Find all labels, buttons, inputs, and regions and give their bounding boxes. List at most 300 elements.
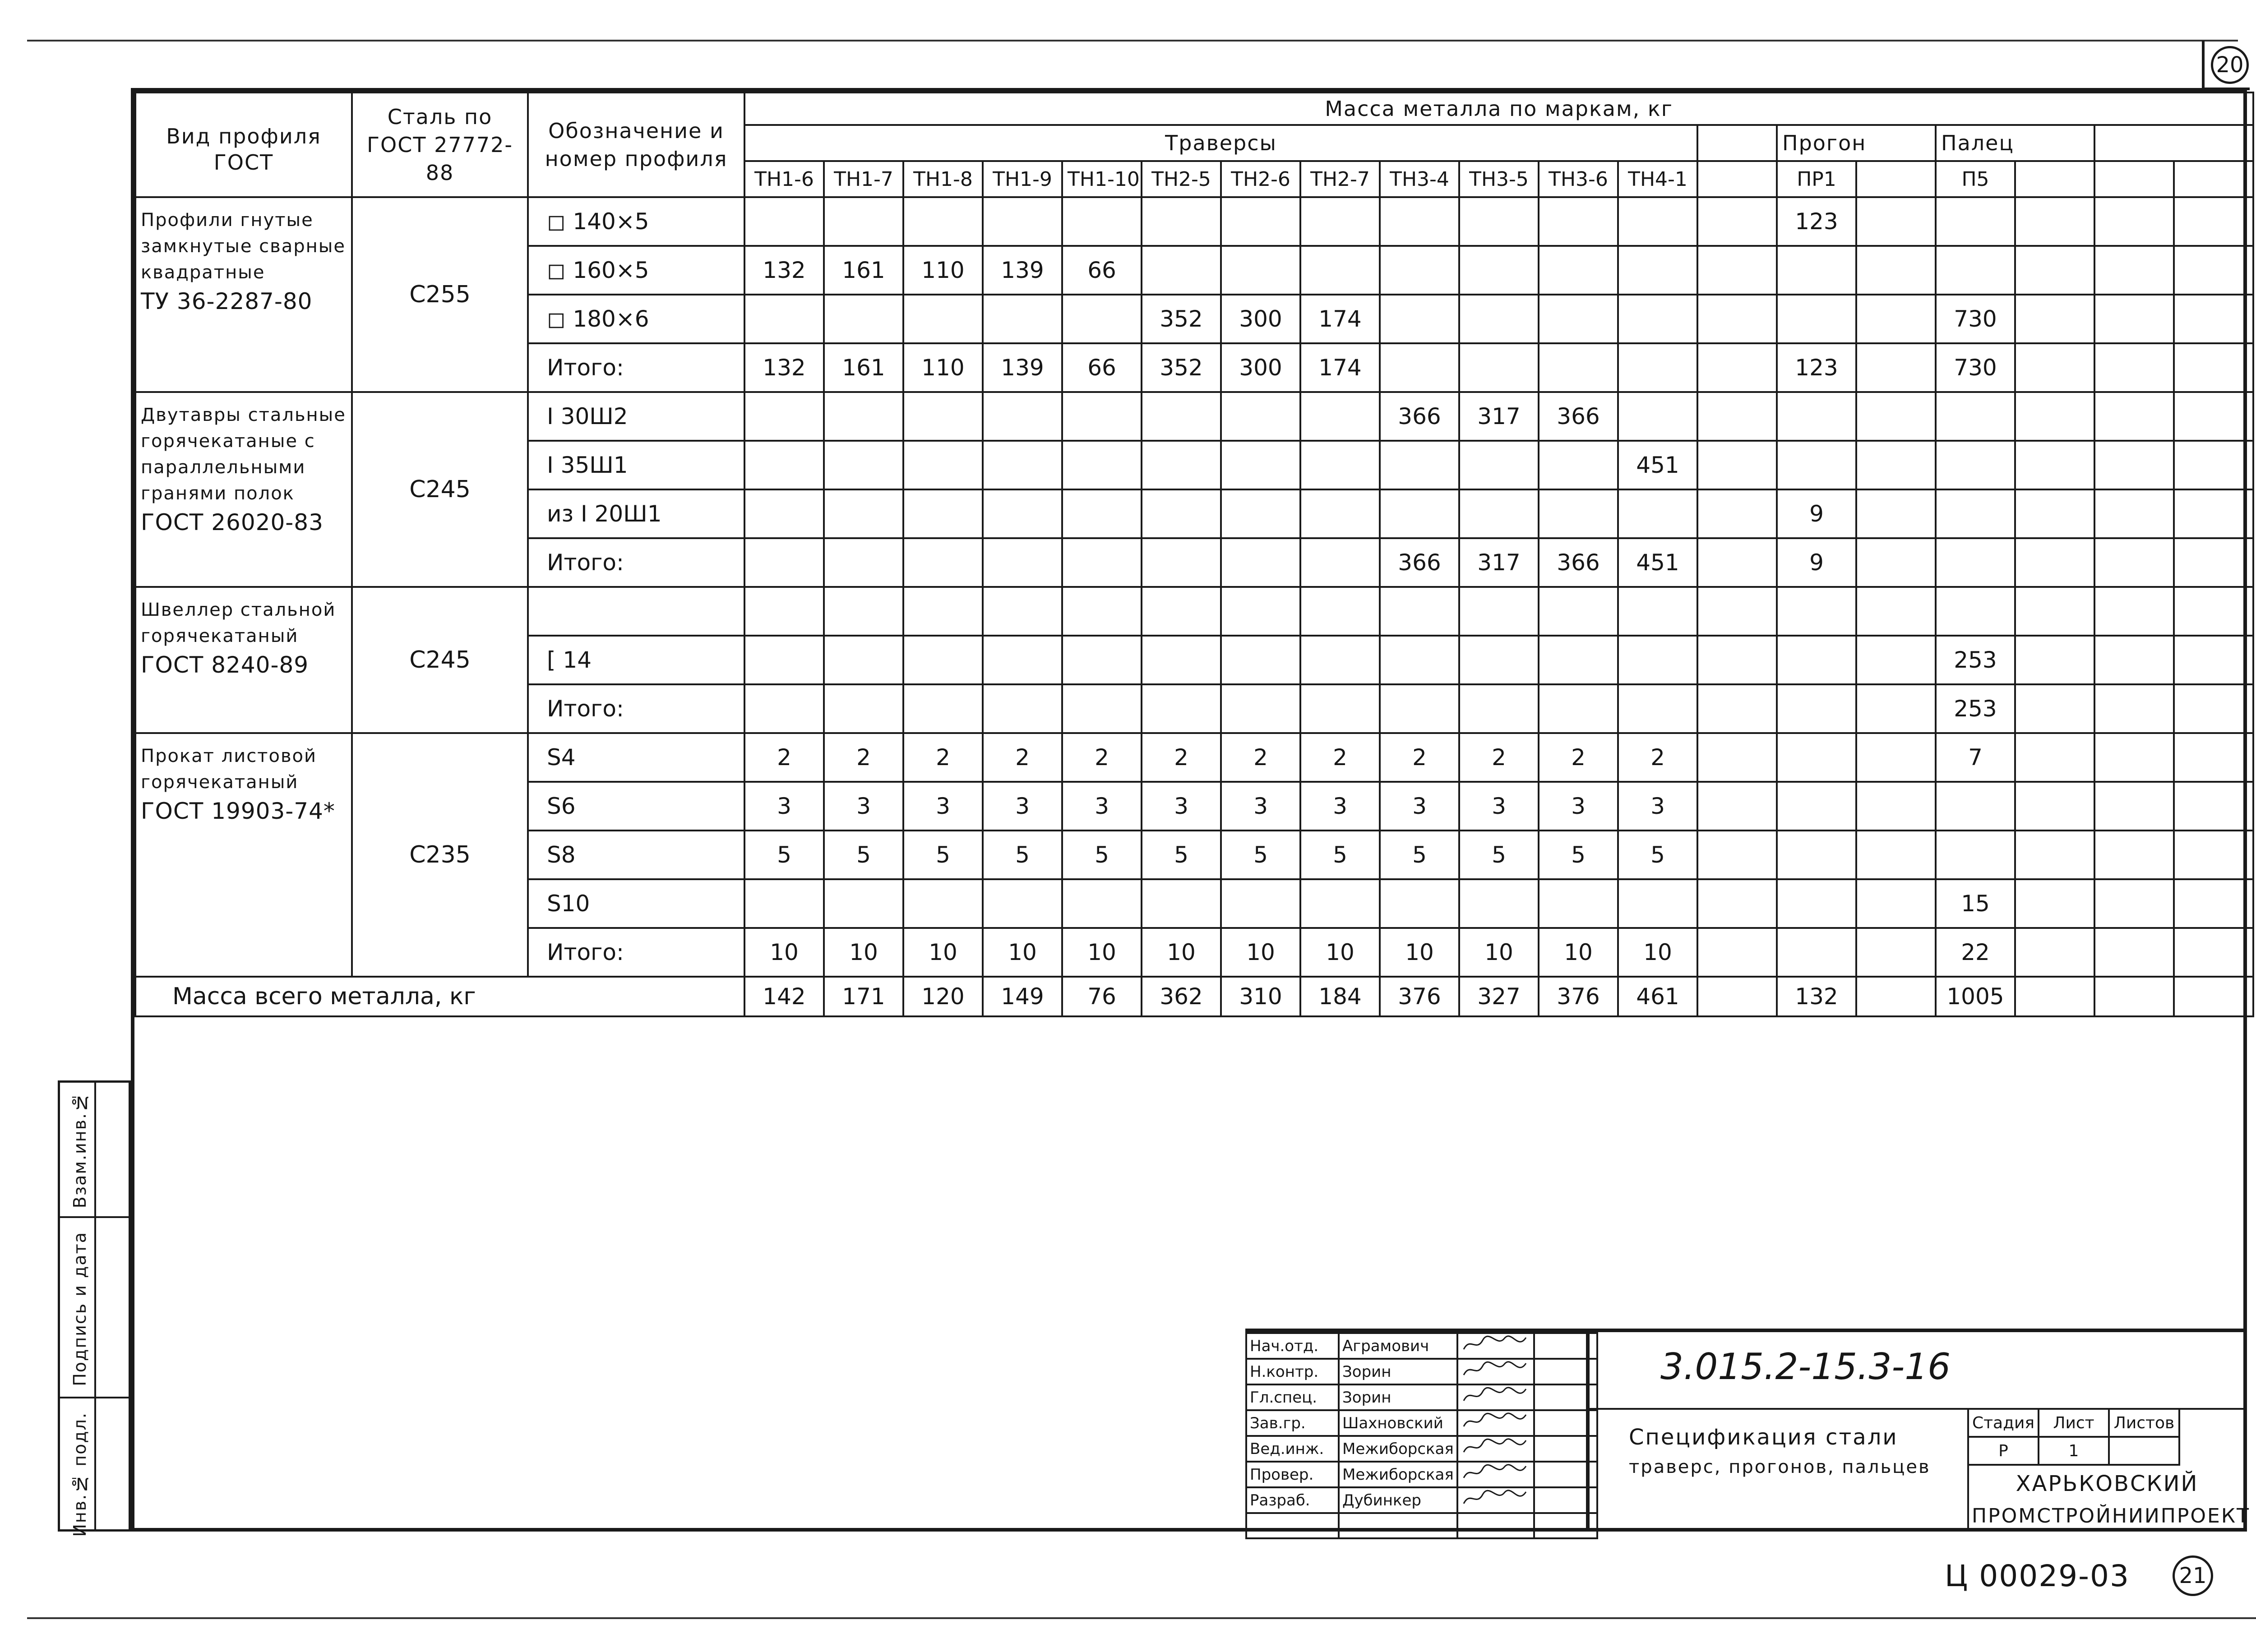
total-value	[1697, 977, 1777, 1016]
mass-value: 2	[1221, 733, 1300, 782]
mass-value	[2094, 343, 2174, 392]
mass-value	[2174, 392, 2253, 441]
role-label: Провер.	[1246, 1462, 1339, 1487]
mass-value	[1300, 246, 1380, 295]
mass-value	[1856, 587, 1936, 636]
mass-value: 366	[1380, 392, 1459, 441]
mass-value	[1856, 879, 1936, 928]
mass-value	[1777, 684, 1856, 733]
person-name: Межиборская	[1339, 1436, 1457, 1462]
mass-value: 5	[744, 831, 824, 879]
mass-value: 10	[1539, 928, 1618, 977]
mass-value	[1459, 684, 1539, 733]
mass-value	[2174, 246, 2253, 295]
mass-value: 5	[824, 831, 903, 879]
mass-value: 5	[1142, 831, 1221, 879]
mass-value	[1697, 636, 1777, 684]
person-name: Аграмович	[1339, 1333, 1457, 1359]
mark-header: ТН1-7	[824, 161, 903, 197]
signature-mark	[1457, 1333, 1534, 1359]
total-value: 376	[1539, 977, 1618, 1016]
mass-value	[1459, 246, 1539, 295]
mass-value: 7	[1936, 733, 2015, 782]
mass-value	[1777, 295, 1856, 343]
profile-designation: S4	[528, 733, 744, 782]
mass-value: 2	[983, 733, 1062, 782]
mass-value	[2094, 197, 2174, 246]
mass-value	[2015, 684, 2094, 733]
profile-designation: Итого:	[528, 343, 744, 392]
mass-value	[1856, 684, 1936, 733]
mass-value: 174	[1300, 343, 1380, 392]
profile-standard: ГОСТ 8240-89	[141, 652, 309, 678]
mark-header	[2015, 161, 2094, 197]
mass-value	[1936, 246, 2015, 295]
role-label: Гл.спец.	[1246, 1384, 1339, 1410]
mass-value	[1618, 343, 1697, 392]
mass-value	[1539, 295, 1618, 343]
person-name: Дубинкер	[1339, 1487, 1457, 1513]
empty-cell	[1457, 1513, 1534, 1538]
mass-value: 3	[1221, 782, 1300, 831]
mass-value: 132	[744, 343, 824, 392]
mass-value: 3	[1300, 782, 1380, 831]
mass-value	[1539, 636, 1618, 684]
left-margin-stamp	[58, 1080, 131, 1537]
mass-value: 9	[1777, 489, 1856, 538]
mass-value: 253	[1936, 636, 2015, 684]
total-value	[2094, 977, 2174, 1016]
mass-value	[1459, 879, 1539, 928]
total-row	[135, 977, 2253, 1016]
mass-value	[1697, 392, 1777, 441]
mass-value	[2174, 538, 2253, 587]
mass-value: 5	[983, 831, 1062, 879]
mass-value	[1380, 879, 1459, 928]
mass-value	[983, 197, 1062, 246]
role-label: Нач.отд.	[1246, 1333, 1339, 1359]
mass-value	[2174, 636, 2253, 684]
mass-value	[2094, 782, 2174, 831]
signature-mark	[1457, 1384, 1534, 1410]
mass-value	[1936, 782, 2015, 831]
mass-value	[1856, 392, 1936, 441]
top-rule	[27, 40, 2238, 42]
mass-value	[744, 441, 824, 489]
mass-value	[1936, 489, 2015, 538]
header-steel: Сталь по ГОСТ 27772-88	[352, 92, 528, 197]
mass-value	[2094, 441, 2174, 489]
mass-value: 161	[824, 343, 903, 392]
profile-designation	[528, 587, 744, 636]
mass-value	[824, 197, 903, 246]
profile-name: Двутавры стальные горячекатаные с параллельными гранями полок	[141, 405, 346, 504]
mass-value	[2174, 782, 2253, 831]
signature-row	[1246, 1462, 1597, 1487]
mass-value	[1300, 636, 1380, 684]
header-blank	[2094, 125, 2253, 161]
mass-value	[1380, 684, 1459, 733]
mass-value	[1618, 879, 1697, 928]
page-number-text: 20	[2216, 52, 2244, 78]
mass-value	[1777, 587, 1856, 636]
mass-value	[903, 295, 983, 343]
mass-value	[1062, 197, 1142, 246]
person-name: Зорин	[1339, 1359, 1457, 1384]
mass-value	[1856, 197, 1936, 246]
mass-value: 352	[1142, 295, 1221, 343]
mass-value	[903, 879, 983, 928]
mass-value	[2094, 684, 2174, 733]
mass-value	[903, 392, 983, 441]
sheet-title-line1: Спецификация стали	[1629, 1425, 1898, 1450]
steel-grade: С245	[352, 587, 528, 733]
mass-value	[2174, 441, 2253, 489]
mass-value	[744, 587, 824, 636]
mass-value	[1697, 733, 1777, 782]
profile-standard: ГОСТ 19903-74*	[141, 798, 335, 824]
mass-value: 730	[1936, 295, 2015, 343]
mass-value	[2174, 343, 2253, 392]
mass-value	[2174, 197, 2253, 246]
steel-grade: С235	[352, 733, 528, 977]
mass-value	[1777, 246, 1856, 295]
vzam-inv-label: Взам.инв.№	[70, 1092, 90, 1209]
profile-designation: Итого:	[528, 684, 744, 733]
mass-value: 451	[1618, 441, 1697, 489]
mass-value	[903, 636, 983, 684]
mass-value	[2094, 928, 2174, 977]
mark-header: ТН1-10	[1062, 161, 1142, 197]
mass-value	[1221, 538, 1300, 587]
mass-value	[824, 587, 903, 636]
header-designation: Обозначение и номер профиля	[528, 92, 744, 197]
mass-value	[1936, 587, 2015, 636]
mark-header: ТН2-7	[1300, 161, 1380, 197]
mass-value	[1697, 489, 1777, 538]
header-palets: Палец	[1936, 125, 2094, 161]
mass-value: 2	[824, 733, 903, 782]
page-number-box	[2202, 41, 2250, 90]
mass-value	[983, 879, 1062, 928]
profile-type	[135, 392, 352, 587]
mass-value	[2015, 538, 2094, 587]
mass-value: 300	[1221, 343, 1300, 392]
mass-value	[2015, 392, 2094, 441]
mass-value: 366	[1539, 538, 1618, 587]
mass-value: 2	[1459, 733, 1539, 782]
header-mass: Масса металла по маркам, кг	[744, 92, 2253, 125]
sheet-title	[1629, 1422, 1931, 1482]
mass-value	[1142, 392, 1221, 441]
mass-value: 2	[1618, 733, 1697, 782]
mass-value	[1777, 782, 1856, 831]
mass-value	[1380, 295, 1459, 343]
mass-value	[903, 441, 983, 489]
title-block-divider	[1586, 1332, 1590, 1532]
mass-value: 3	[1539, 782, 1618, 831]
profile-designation: S8	[528, 831, 744, 879]
mass-value	[1777, 928, 1856, 977]
mass-value: 451	[1618, 538, 1697, 587]
organization	[1972, 1467, 2250, 1532]
total-value	[1856, 977, 1936, 1016]
mass-value: 15	[1936, 879, 2015, 928]
signature-row	[1246, 1487, 1597, 1513]
total-value: 120	[903, 977, 983, 1016]
mass-value	[2094, 879, 2174, 928]
mass-value	[744, 684, 824, 733]
profile-designation: Итого:	[528, 538, 744, 587]
mark-header: ТН3-4	[1380, 161, 1459, 197]
mass-value: 10	[1380, 928, 1459, 977]
page-number	[2211, 46, 2249, 84]
bottom-page-number	[2173, 1555, 2213, 1596]
mass-value	[1221, 197, 1300, 246]
inv-podl-label: Инв.№ подл.	[70, 1412, 90, 1537]
mass-value	[2094, 392, 2174, 441]
mass-value: 5	[1539, 831, 1618, 879]
mass-value	[744, 636, 824, 684]
steel-grade: С255	[352, 197, 528, 392]
mass-value: 366	[1380, 538, 1459, 587]
mass-value	[1856, 246, 1936, 295]
mark-header: ТН3-6	[1539, 161, 1618, 197]
mass-value	[2094, 831, 2174, 879]
mark-header	[2094, 161, 2174, 197]
signature-row	[1246, 1359, 1597, 1384]
mass-value: 352	[1142, 343, 1221, 392]
signature-row	[1246, 1436, 1597, 1462]
mass-value: 2	[1539, 733, 1618, 782]
mass-value: 10	[1142, 928, 1221, 977]
mass-value	[2015, 928, 2094, 977]
mass-value	[1142, 636, 1221, 684]
mass-value	[1618, 197, 1697, 246]
mass-value: 3	[983, 782, 1062, 831]
mass-value: 5	[903, 831, 983, 879]
sheets-value	[2109, 1437, 2179, 1465]
profile-type	[135, 733, 352, 977]
total-value: 1005	[1936, 977, 2015, 1016]
organization-line1: ХАРЬКОВСКИЙ	[2016, 1471, 2199, 1496]
mass-value	[2015, 782, 2094, 831]
mass-value	[1539, 684, 1618, 733]
mass-value: 10	[1618, 928, 1697, 977]
mark-header: ТН1-6	[744, 161, 824, 197]
mass-value	[1936, 538, 2015, 587]
mass-value	[1936, 441, 2015, 489]
mass-value	[1380, 197, 1459, 246]
mass-value	[983, 636, 1062, 684]
total-value	[2174, 977, 2253, 1016]
signature-date-label: Подпись и дата	[70, 1232, 90, 1386]
mass-value: 3	[1062, 782, 1142, 831]
mass-value: 3	[903, 782, 983, 831]
mass-value	[983, 538, 1062, 587]
mass-value	[1142, 538, 1221, 587]
stage-table	[1967, 1408, 2180, 1466]
mass-value: 10	[1221, 928, 1300, 977]
title-block-roles	[1245, 1332, 1598, 1539]
mass-value	[1697, 782, 1777, 831]
mass-value	[2174, 295, 2253, 343]
mass-value	[1856, 782, 1936, 831]
mass-value: 3	[1380, 782, 1459, 831]
mass-value	[1142, 587, 1221, 636]
signature-row	[1246, 1513, 1597, 1538]
mark-header	[2174, 161, 2253, 197]
profile-name: Прокат листовой горячекатаный	[141, 746, 317, 793]
mass-value	[744, 879, 824, 928]
mass-value	[1062, 879, 1142, 928]
total-value: 461	[1618, 977, 1697, 1016]
mass-value: 66	[1062, 343, 1142, 392]
total-value	[2015, 977, 2094, 1016]
mass-value	[1618, 587, 1697, 636]
mass-value	[903, 684, 983, 733]
person-name: Межиборская	[1339, 1462, 1457, 1487]
mass-value	[824, 684, 903, 733]
table-row	[135, 392, 2253, 441]
mass-value	[1856, 733, 1936, 782]
mass-value	[1539, 343, 1618, 392]
mass-value	[1697, 684, 1777, 733]
mass-value	[1142, 441, 1221, 489]
mass-value	[1618, 489, 1697, 538]
mass-value: 730	[1936, 343, 2015, 392]
mass-value: 300	[1221, 295, 1300, 343]
profile-designation: I 35Ш1	[528, 441, 744, 489]
mass-value: 3	[744, 782, 824, 831]
mass-value	[2015, 587, 2094, 636]
steel-grade: С245	[352, 392, 528, 587]
mass-value	[2174, 587, 2253, 636]
mass-value: 366	[1539, 392, 1618, 441]
mass-value	[744, 538, 824, 587]
mass-value: 2	[1062, 733, 1142, 782]
mass-value: 3	[1459, 782, 1539, 831]
mass-value	[1459, 587, 1539, 636]
mass-value	[1142, 489, 1221, 538]
sheets-label: Листов	[2109, 1409, 2179, 1437]
mass-value	[983, 392, 1062, 441]
mass-value	[1459, 489, 1539, 538]
mass-value	[1221, 636, 1300, 684]
mass-value: 10	[744, 928, 824, 977]
mass-value: 174	[1300, 295, 1380, 343]
signature-mark	[1457, 1436, 1534, 1462]
mass-value: 317	[1459, 392, 1539, 441]
bottom-page-number-text: 21	[2179, 1563, 2207, 1588]
mass-value: 10	[824, 928, 903, 977]
mass-value	[1300, 538, 1380, 587]
mass-value	[1300, 587, 1380, 636]
mass-value	[2174, 684, 2253, 733]
sheet-label: Лист	[2039, 1409, 2109, 1437]
mass-value: 253	[1936, 684, 2015, 733]
mass-value	[2015, 636, 2094, 684]
profile-designation: ◻ 180×6	[528, 295, 744, 343]
mass-value	[1697, 295, 1777, 343]
mass-value: 110	[903, 246, 983, 295]
mass-value	[2174, 831, 2253, 879]
mass-value	[1618, 295, 1697, 343]
mass-value	[1142, 197, 1221, 246]
mass-value	[1856, 489, 1936, 538]
signature-mark	[1457, 1487, 1534, 1513]
mass-value	[1697, 197, 1777, 246]
profile-standard: ГОСТ 26020-83	[141, 509, 324, 535]
mass-value	[2094, 733, 2174, 782]
total-label: Масса всего металла, кг	[135, 977, 744, 1016]
mass-value	[1062, 489, 1142, 538]
mass-value	[1459, 197, 1539, 246]
mass-value: 2	[903, 733, 983, 782]
mark-header: ТН2-5	[1142, 161, 1221, 197]
person-name: Шахновский	[1339, 1410, 1457, 1436]
mass-value	[1380, 636, 1459, 684]
mass-value	[1380, 489, 1459, 538]
mass-value	[1697, 441, 1777, 489]
signature-row	[1246, 1384, 1597, 1410]
mark-header: ТН3-5	[1459, 161, 1539, 197]
mass-value	[1618, 392, 1697, 441]
mass-value	[1062, 636, 1142, 684]
mass-value	[2015, 831, 2094, 879]
profile-type	[135, 197, 352, 392]
total-value: 149	[983, 977, 1062, 1016]
mass-value: 10	[1062, 928, 1142, 977]
table-row	[135, 197, 2253, 246]
mass-value	[1380, 246, 1459, 295]
mass-value	[2174, 879, 2253, 928]
empty-cell	[1339, 1513, 1457, 1538]
sheet-value: 1	[2039, 1437, 2109, 1465]
mass-value	[983, 489, 1062, 538]
total-value: 184	[1300, 977, 1380, 1016]
profile-name: Профили гнутые замкнутые сварные квадратные	[141, 210, 346, 283]
header-progon: Прогон	[1777, 125, 1936, 161]
mass-value	[2174, 489, 2253, 538]
profile-designation: [ 14	[528, 636, 744, 684]
mass-value	[1142, 246, 1221, 295]
profile-designation: ◻ 160×5	[528, 246, 744, 295]
mass-value	[1142, 879, 1221, 928]
mass-value: 9	[1777, 538, 1856, 587]
mass-value: 5	[1618, 831, 1697, 879]
mark-header: ТН1-8	[903, 161, 983, 197]
total-value: 376	[1380, 977, 1459, 1016]
signature-mark	[1457, 1410, 1534, 1436]
mass-value	[824, 489, 903, 538]
mass-value	[903, 538, 983, 587]
mass-value	[2094, 246, 2174, 295]
mass-value	[744, 295, 824, 343]
mass-value: 10	[983, 928, 1062, 977]
mass-value	[1459, 295, 1539, 343]
total-value: 132	[1777, 977, 1856, 1016]
mass-value: 3	[1618, 782, 1697, 831]
mass-value	[1856, 441, 1936, 489]
mass-value	[1777, 441, 1856, 489]
mass-value	[2094, 489, 2174, 538]
mass-value	[1856, 928, 1936, 977]
mass-value	[1459, 343, 1539, 392]
mass-value: 5	[1380, 831, 1459, 879]
mass-value: 3	[1142, 782, 1221, 831]
mass-value: 10	[1459, 928, 1539, 977]
